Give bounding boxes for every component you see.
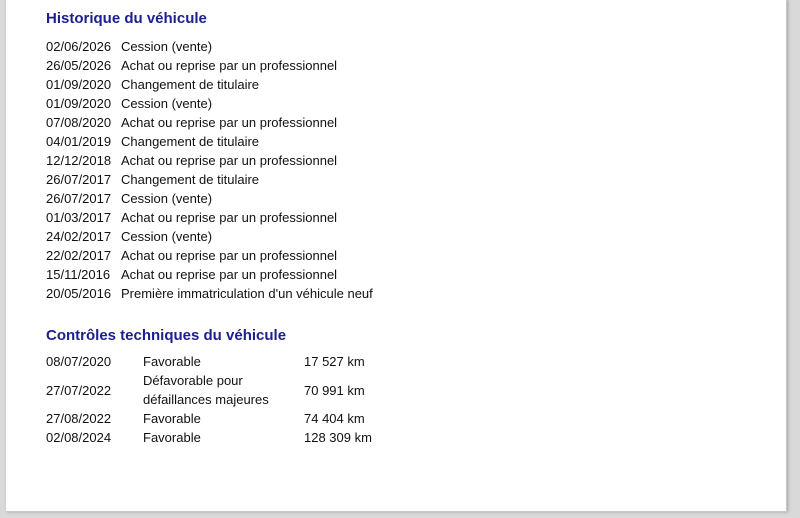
history-item [46,151,373,170]
history-item [46,284,373,303]
history-item [46,94,373,113]
history-date: 22/02/2017 [46,248,112,263]
ct-date: 02/08/2024 [46,430,112,445]
history-date: 01/03/2017 [46,210,112,225]
history-label: Achat ou reprise par un professionnel [121,248,338,263]
ct-result: Favorable [143,411,201,426]
history-date: 26/07/2017 [46,172,112,187]
historique-title: Historique du véhicule [46,10,207,27]
history-item [46,170,373,189]
table-row [46,409,404,428]
ct-date: 27/07/2022 [46,382,112,398]
document-page [6,0,787,512]
controles-table [46,352,404,447]
history-date: 07/08/2020 [46,115,112,130]
history-item [46,75,373,94]
history-date: 01/09/2020 [46,96,112,111]
ct-result: Favorable [143,354,201,369]
history-label: Achat ou reprise par un professionnel [121,153,338,168]
history-item [46,227,373,246]
ct-mileage: 17 527 km [304,354,365,369]
history-list [46,37,373,303]
ct-date: 08/07/2020 [46,354,112,369]
history-date: 26/05/2026 [46,58,112,73]
history-date: 12/12/2018 [46,153,112,168]
ct-mileage: 74 404 km [304,411,365,426]
history-item [46,132,373,151]
ct-result: Défavorable pour défaillances majeures [143,373,269,407]
history-label: Cession (vente) [121,191,213,206]
ct-date: 27/08/2022 [46,411,112,426]
history-label: Achat ou reprise par un professionnel [121,210,338,225]
history-label: Première immatriculation d'un véhicule neuf [121,286,373,301]
controles-title: Contrôles techniques du véhicule [46,327,287,344]
history-item [46,37,373,56]
ct-result: Favorable [143,430,201,445]
history-label: Changement de titulaire [121,134,260,149]
history-label: Cession (vente) [121,96,213,111]
history-label: Cession (vente) [121,39,213,54]
history-date: 02/06/2026 [46,39,112,54]
history-label: Achat ou reprise par un professionnel [121,115,338,130]
history-label: Changement de titulaire [121,77,260,92]
history-date: 24/02/2017 [46,229,112,244]
table-row [46,371,404,409]
history-date: 15/11/2016 [46,267,111,282]
history-date: 01/09/2020 [46,77,112,92]
ct-mileage: 70 991 km [304,382,365,398]
history-date: 04/01/2019 [46,134,112,149]
history-item [46,265,373,284]
history-item [46,208,373,227]
ct-mileage: 128 309 km [304,430,372,445]
table-row [46,352,404,371]
history-item [46,189,373,208]
table-row [46,428,404,447]
history-label: Cession (vente) [121,229,213,244]
history-label: Changement de titulaire [121,172,260,187]
history-item [46,113,373,132]
history-date: 20/05/2016 [46,286,112,301]
history-date: 26/07/2017 [46,191,112,206]
history-item [46,246,373,265]
history-label: Achat ou reprise par un professionnel [121,58,338,73]
history-item [46,56,373,75]
history-label: Achat ou reprise par un professionnel [121,267,338,282]
